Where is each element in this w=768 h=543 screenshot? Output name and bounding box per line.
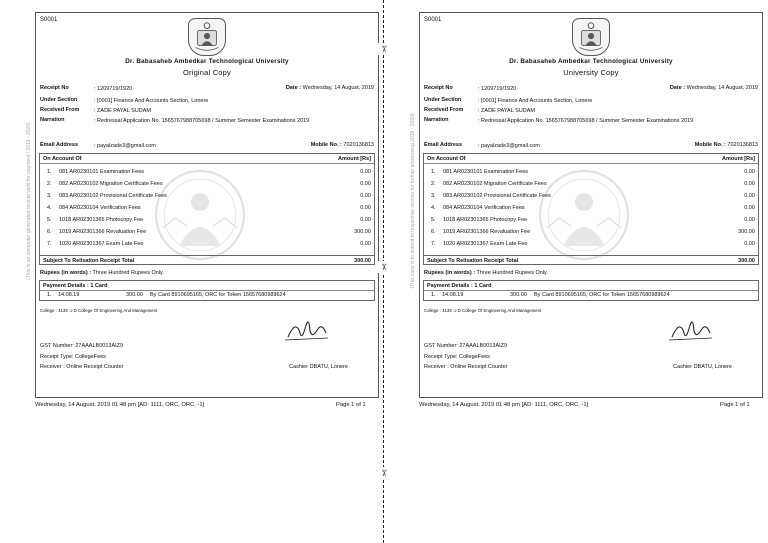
mobile-value: 7020136813 bbox=[727, 142, 758, 148]
mobile-label: Mobile No. : bbox=[310, 142, 342, 148]
line-item-amount: 0.00 bbox=[744, 241, 755, 247]
line-item-number: 6. bbox=[47, 229, 52, 235]
account-header: On Account Of bbox=[427, 156, 466, 162]
university-name: Dr. Babasaheb Ambedkar Technological University bbox=[125, 58, 289, 65]
signature-icon bbox=[666, 315, 716, 345]
received-from-label: Received From bbox=[424, 107, 464, 113]
payment-details bbox=[423, 280, 759, 301]
line-item-description: 1019 AR02301366 Revaluation Fee bbox=[443, 229, 531, 235]
line-item-amount: 0.00 bbox=[360, 241, 371, 247]
scissors-icon: ✂ bbox=[378, 261, 388, 273]
page-number-left: Page 1 of 1 bbox=[336, 402, 366, 408]
total-row bbox=[424, 255, 758, 265]
date-value: Wednesday, 14 August, 2019 bbox=[686, 85, 758, 91]
receipt-code: S0001 bbox=[40, 17, 58, 23]
account-header-row bbox=[40, 154, 374, 164]
cashier: Cashier DBATU, Lonere bbox=[289, 364, 348, 370]
received-from-value: : ZADE PAYAL SUDAM bbox=[94, 108, 151, 114]
line-item-number: 7. bbox=[47, 241, 52, 247]
payment-row bbox=[40, 292, 374, 301]
receipt-no-value: : 1209719/1920 bbox=[94, 86, 133, 92]
narration-label: Narration bbox=[424, 117, 449, 123]
total-label: Subject To Relisation Receipt Total bbox=[43, 258, 135, 264]
side-note: (This copy is to submit to respective section for further processing 2019 - 2020) bbox=[410, 113, 416, 289]
line-item-amount: 0.00 bbox=[744, 205, 755, 211]
under-section-label: Under Section bbox=[424, 97, 462, 103]
amount-in-words bbox=[40, 270, 164, 276]
line-item-amount: 0.00 bbox=[744, 193, 755, 199]
email-label: Email Address bbox=[424, 142, 463, 148]
payment-description: By Card 8910695165, ORC for Token 15657680989624 bbox=[534, 292, 670, 298]
date-value: Wednesday, 14 August, 2019 bbox=[302, 85, 374, 91]
total-amount: 300.00 bbox=[738, 258, 755, 264]
receipt bbox=[35, 12, 379, 398]
line-item-amount: 0.00 bbox=[360, 205, 371, 211]
line-item-description: 1020 AR02301367 Exam Late Fee bbox=[59, 241, 144, 247]
line-item bbox=[424, 241, 758, 250]
line-item-description: 1018 AR02301365 Photocopy Fee bbox=[59, 217, 144, 223]
line-item-amount: 300.00 bbox=[354, 229, 371, 235]
line-item bbox=[424, 181, 758, 190]
line-item-number: 5. bbox=[431, 217, 436, 223]
line-item-number: 3. bbox=[47, 193, 52, 199]
line-item bbox=[40, 193, 374, 202]
line-item bbox=[40, 217, 374, 226]
account-header: On Account Of bbox=[43, 156, 82, 162]
line-item bbox=[424, 193, 758, 202]
payment-details bbox=[39, 280, 375, 301]
under-section-value: : [0001] Finance And Accounts Section, Lonere bbox=[478, 98, 593, 104]
line-item-number: 1. bbox=[47, 169, 52, 175]
words-label: Rupees (in words) : bbox=[40, 270, 92, 276]
line-item bbox=[424, 205, 758, 214]
line-item-amount: 0.00 bbox=[744, 181, 755, 187]
payment-description: By Card 8910695165, ORC for Token 15657680989624 bbox=[150, 292, 286, 298]
account-header-row bbox=[424, 154, 758, 164]
receiver: Receiver : Online Receipt Counter bbox=[424, 364, 508, 370]
university-logo-icon bbox=[572, 18, 610, 56]
line-item-number: 7. bbox=[431, 241, 436, 247]
payment-amount: 300.00 bbox=[126, 292, 143, 298]
line-item-description: 1020 AR02301367 Exam Late Fee bbox=[443, 241, 528, 247]
line-item-number: 4. bbox=[431, 205, 436, 211]
payment-row bbox=[424, 292, 758, 301]
line-item-description: 081 AR0230101 Examination Fees bbox=[443, 169, 529, 175]
line-item-description: 082 AR0230102 Migration Certificate Fees bbox=[443, 181, 547, 187]
line-item-number: 6. bbox=[431, 229, 436, 235]
line-item-description: 1019 AR02301366 Revaluation Fee bbox=[59, 229, 147, 235]
line-item bbox=[424, 217, 758, 226]
under-section-label: Under Section bbox=[40, 97, 78, 103]
narration-value: : Redressal Application No. 1565767988705698 / Summer Semester Examinations 2019 bbox=[478, 118, 694, 124]
email-value: : payalzade3@gmail.com bbox=[94, 143, 156, 149]
payment-date: 14.08.19 bbox=[58, 292, 80, 298]
payment-no: 1. bbox=[431, 292, 436, 298]
line-item bbox=[424, 229, 758, 238]
receipt-date bbox=[670, 85, 758, 91]
receipt-type: Receipt Type: CollegeFees bbox=[424, 354, 490, 360]
scissors-icon: ✂ bbox=[378, 467, 388, 479]
narration-value: : Redressal Application No. 1565767988705698 / Summer Semester Examinations 2019 bbox=[94, 118, 310, 124]
gst-number: GST Number: 27AAALB0013AIZ9 bbox=[40, 343, 124, 349]
line-item-number: 2. bbox=[431, 181, 436, 187]
line-item bbox=[40, 241, 374, 250]
line-item-number: 1. bbox=[431, 169, 436, 175]
amount-in-words bbox=[424, 270, 548, 276]
narration-label: Narration bbox=[40, 117, 65, 123]
receipt bbox=[419, 12, 763, 398]
line-item-amount: 0.00 bbox=[360, 217, 371, 223]
line-item bbox=[40, 205, 374, 214]
university-logo-icon bbox=[188, 18, 226, 56]
line-item-amount: 0.00 bbox=[360, 193, 371, 199]
line-item-number: 5. bbox=[47, 217, 52, 223]
receipt-code: S0001 bbox=[424, 17, 442, 23]
words-value: Three Hundred Rupees Only. bbox=[92, 270, 164, 276]
mobile-number bbox=[695, 142, 758, 148]
copy-type: Original Copy bbox=[182, 68, 232, 77]
date-label: Date : bbox=[285, 85, 302, 91]
under-section-value: : [0001] Finance And Accounts Section, Lonere bbox=[94, 98, 209, 104]
receipt-no-label: Receipt No bbox=[40, 85, 69, 91]
total-amount: 300.00 bbox=[354, 258, 371, 264]
footer-timestamp-right: Wednesday, 14 August, 2019 01:48 pm [AD: 1111, ORC, ORC, -1] bbox=[419, 402, 589, 408]
college-line: College : 4138 -J D College Of Engineering And Management bbox=[40, 308, 158, 313]
amount-header: Amount [Rs] bbox=[338, 156, 371, 162]
email-label: Email Address bbox=[40, 142, 79, 148]
line-item bbox=[40, 229, 374, 238]
receipt-date bbox=[286, 85, 374, 91]
line-item-number: 3. bbox=[431, 193, 436, 199]
payment-date: 14.08.19 bbox=[442, 292, 464, 298]
email-value: : payalzade3@gmail.com bbox=[478, 143, 540, 149]
college-line: College : 4138 -J D College Of Engineering And Management bbox=[424, 308, 542, 313]
line-item-description: 081 AR0230101 Examination Fees bbox=[59, 169, 145, 175]
cashier: Cashier DBATU, Lonere bbox=[673, 364, 732, 370]
mobile-label: Mobile No. : bbox=[694, 142, 726, 148]
copy-type: University Copy bbox=[563, 68, 619, 77]
line-item-amount: 300.00 bbox=[738, 229, 755, 235]
payment-header-row bbox=[424, 281, 758, 291]
line-item-description: 083 AR0230102 Provisional Certificate Fees bbox=[59, 193, 167, 199]
line-item-description: 082 AR0230102 Migration Certificate Fees bbox=[59, 181, 163, 187]
account-table bbox=[39, 153, 375, 265]
receipt-no-label: Receipt No bbox=[424, 85, 453, 91]
line-item-amount: 0.00 bbox=[360, 181, 371, 187]
line-item-number: 4. bbox=[47, 205, 52, 211]
university-name: Dr. Babasaheb Ambedkar Technological University bbox=[509, 58, 673, 65]
receipt-type: Receipt Type: CollegeFees bbox=[40, 354, 106, 360]
line-item-amount: 0.00 bbox=[744, 169, 755, 175]
line-item-description: 084 AR0230104 Verification Fees bbox=[443, 205, 525, 211]
page-number-right: Page 1 of 1 bbox=[720, 402, 750, 408]
payment-amount: 300.00 bbox=[510, 292, 527, 298]
total-label: Subject To Relisation Receipt Total bbox=[427, 258, 519, 264]
amount-header: Amount [Rs] bbox=[722, 156, 755, 162]
receipt-no-value: : 1209719/1920 bbox=[478, 86, 517, 92]
payment-header-row bbox=[40, 281, 374, 291]
footer-timestamp-left: Wednesday, 14 August, 2019 01:48 pm [AD: 1111, ORC, ORC, -1] bbox=[35, 402, 205, 408]
line-item-amount: 0.00 bbox=[744, 217, 755, 223]
side-note: (This is an computer generated receipt valid for payment / 2019 - 2020) bbox=[26, 122, 32, 280]
line-item-description: 083 AR0230102 Provisional Certificate Fees bbox=[443, 193, 551, 199]
mobile-value: 7020136813 bbox=[343, 142, 374, 148]
total-row bbox=[40, 255, 374, 265]
line-item-description: 084 AR0230104 Verification Fees bbox=[59, 205, 141, 211]
line-item-number: 2. bbox=[47, 181, 52, 187]
words-label: Rupees (in words) : bbox=[424, 270, 476, 276]
line-item bbox=[40, 169, 374, 178]
line-item-amount: 0.00 bbox=[360, 169, 371, 175]
gst-number: GST Number: 27AAALB0013AIZ9 bbox=[424, 343, 508, 349]
date-label: Date : bbox=[669, 85, 686, 91]
line-item bbox=[40, 181, 374, 190]
signature-icon bbox=[282, 315, 332, 345]
received-from-value: : ZADE PAYAL SUDAM bbox=[478, 108, 535, 114]
account-table bbox=[423, 153, 759, 265]
payment-label: Payment Details : 1 Card bbox=[427, 283, 492, 289]
payment-no: 1. bbox=[47, 292, 52, 298]
line-item bbox=[424, 169, 758, 178]
received-from-label: Received From bbox=[40, 107, 80, 113]
payment-label: Payment Details : 1 Card bbox=[43, 283, 108, 289]
words-value: Three Hundred Rupees Only. bbox=[476, 270, 548, 276]
line-item-description: 1018 AR02301365 Photocopy Fee bbox=[443, 217, 528, 223]
mobile-number bbox=[311, 142, 374, 148]
scissors-icon: ✂ bbox=[378, 43, 388, 55]
receiver: Receiver : Online Receipt Counter bbox=[40, 364, 124, 370]
